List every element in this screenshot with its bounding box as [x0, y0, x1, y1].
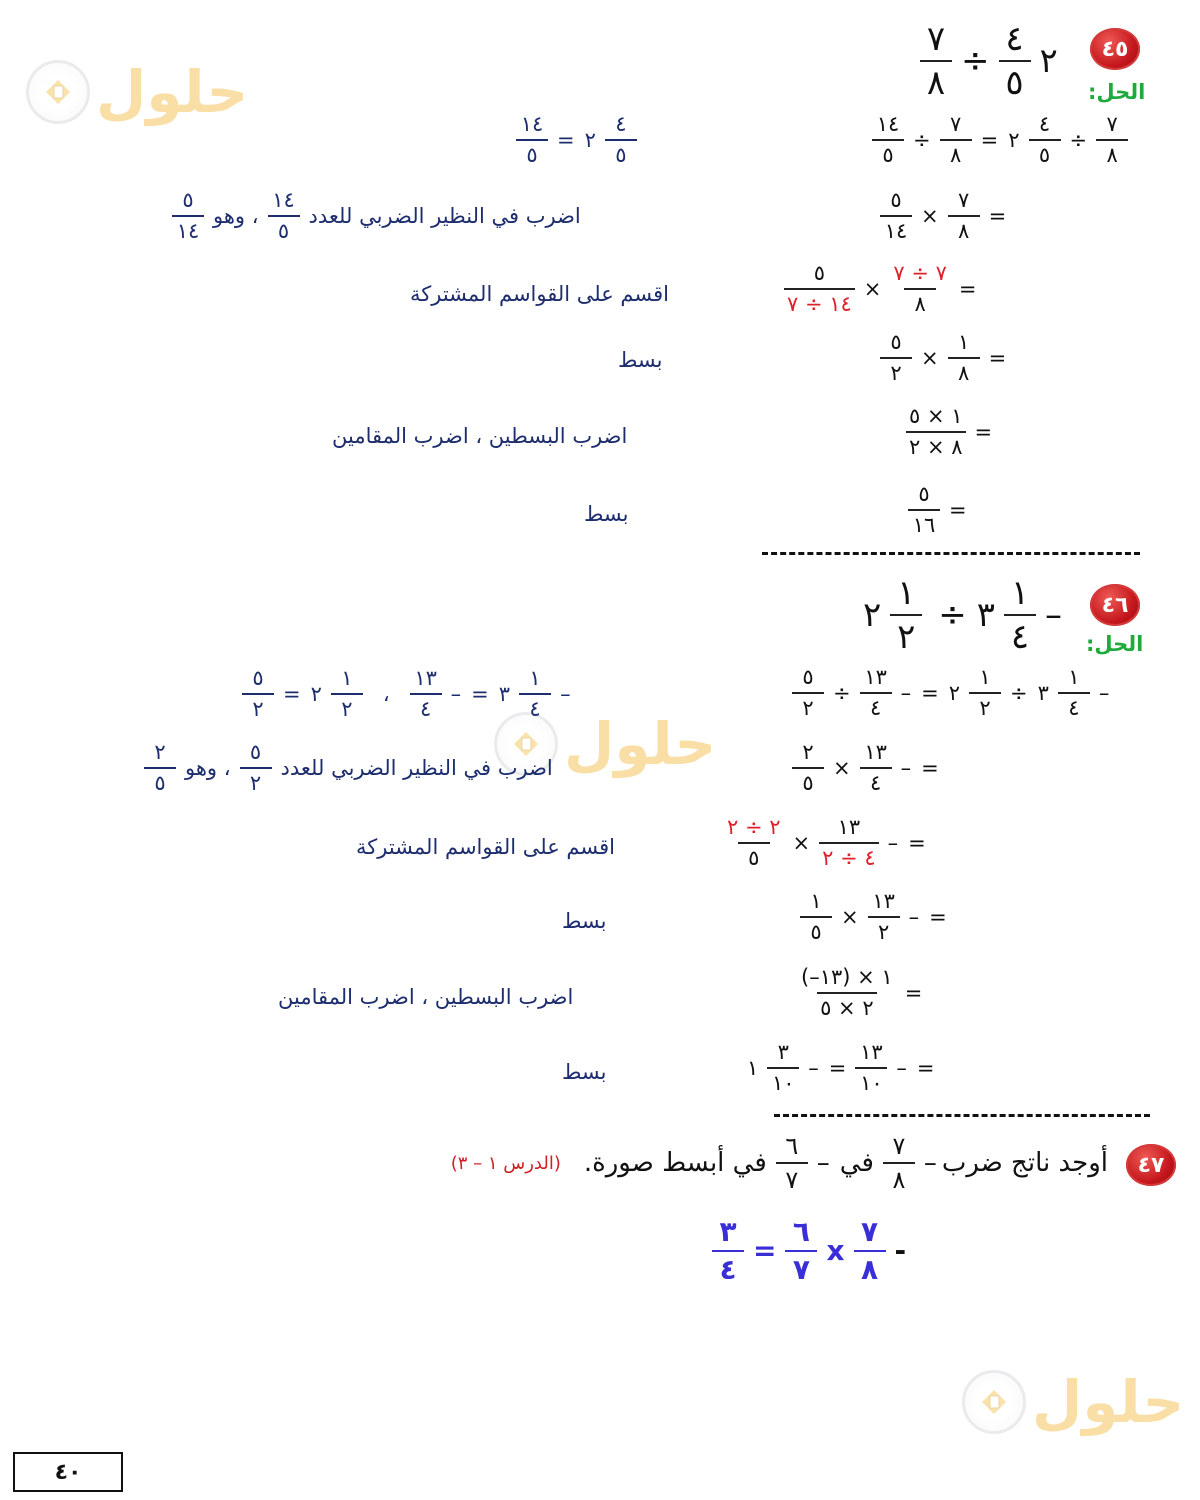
- q45-step-2: ٥ ١٤ × ٧ ٨ =: [876, 190, 1011, 242]
- watermark-text: حلول: [96, 58, 249, 126]
- q45-step-4: ٥ ٢ × ١ ٨ =: [876, 332, 1011, 384]
- solution-label: الحل:: [1086, 632, 1144, 656]
- book-icon: [962, 1370, 1026, 1434]
- question-47-badge: ٤٧: [1126, 1144, 1176, 1186]
- watermark-text: حلول: [1032, 1368, 1185, 1436]
- q45-note-simplify-1: بسط: [618, 348, 663, 372]
- q45-note-reciprocal: ٥ ١٤ ، وهو ١٤ ٥ اضرب في النظير الضربي للعدد: [168, 190, 586, 242]
- q46-note-reciprocal: ٢ ٥ ، وهو ٥ ٢ اضرب في النظير الضربي للعدد: [140, 742, 558, 794]
- q45-step-6: ٥ ١٦ =: [904, 484, 972, 536]
- q45-step-3: ٥ ١٤ ÷ ٧ × ٧ ÷ ٧ ٨ =: [780, 263, 982, 315]
- q45-step-1: ١٤ ٥ ÷ ٧ ٨ = ٢ ٤ ٥ ÷ ٧ ٨: [868, 114, 1132, 166]
- q46-note-divide-common: اقسم على القواسم المشتركة: [356, 835, 615, 859]
- watermark-logo-bottom: [962, 1370, 1184, 1434]
- q45-note-simplify-2: بسط: [584, 502, 629, 526]
- q46-note-multiply: اضرب البسطين ، اضرب المقامين: [278, 985, 574, 1009]
- q46-step-1: ٥ ٢ ÷ ١٣ ٤ – = ٢ ١ ٢ ÷ ٣ ١ ٤ –: [788, 667, 1114, 719]
- q45-note-convert: ١٤ ٥ = ٢ ٤ ٥: [512, 114, 641, 166]
- book-icon: [26, 60, 90, 124]
- q46-note-simplify-1: بسط: [562, 909, 607, 933]
- section-divider: [762, 552, 1140, 555]
- fraction: ٤ ٥: [999, 22, 1031, 100]
- q45-step-5: ١ × ٥ ٨ × ٢ =: [902, 406, 997, 458]
- question-46-badge: ٤٦: [1090, 584, 1140, 626]
- q46-step-2: ٢ ٥ × ١٣ ٤ – =: [788, 742, 944, 794]
- q45-note-divide-common: اقسم على القواسم المشتركة: [410, 282, 669, 306]
- q46-problem: ٢ ١ ٢ ÷ ٣ ١ ٤ –: [863, 573, 1063, 657]
- watermark-text: حلول: [564, 710, 717, 778]
- q46-note-simplify-2: بسط: [562, 1060, 607, 1084]
- q46-step-3: ٢ ÷ ٢ ٥ × ١٣ ٤ ÷ ٢ – =: [727, 815, 926, 870]
- q46-step-4: ١ ٥ × ١٣ ٢ – =: [796, 891, 952, 943]
- page-number: ٤٠: [13, 1452, 123, 1492]
- q47-question-text: أوجد ناتج ضرب – ٧ ٨ في – ٦ ٧ في أبسط صورة. (الدرس ١ – ٣): [450, 1132, 1108, 1194]
- fraction: ٧ ٨: [920, 22, 952, 100]
- q46-step-6: ١ ٣ ١٠ – = ١٣ ١٠ – =: [747, 1040, 935, 1095]
- q47-answer: ٣ ٤ = ٦ ٧ x ٧ ٨ -: [708, 1218, 911, 1284]
- solution-label: الحل:: [1088, 80, 1146, 104]
- watermark-logo-top: [26, 60, 248, 124]
- question-45-badge: ٤٥: [1090, 28, 1140, 70]
- lesson-reference: (الدرس ١ – ٣): [450, 1152, 561, 1174]
- q46-step-5: (–١٣) × ١ ٢ × ٥ =: [801, 965, 923, 1020]
- section-divider: [774, 1114, 1150, 1117]
- q45-problem: ٧ ٨ ÷ ٤ ٥ ٢: [916, 22, 1063, 100]
- q45-note-multiply: اضرب البسطين ، اضرب المقامين: [332, 424, 628, 448]
- q46-note-convert: ٥ ٢ = ٢ ١ ٢ ، ١٣ ٤ – = ٣ ١ ٤ –: [238, 668, 576, 720]
